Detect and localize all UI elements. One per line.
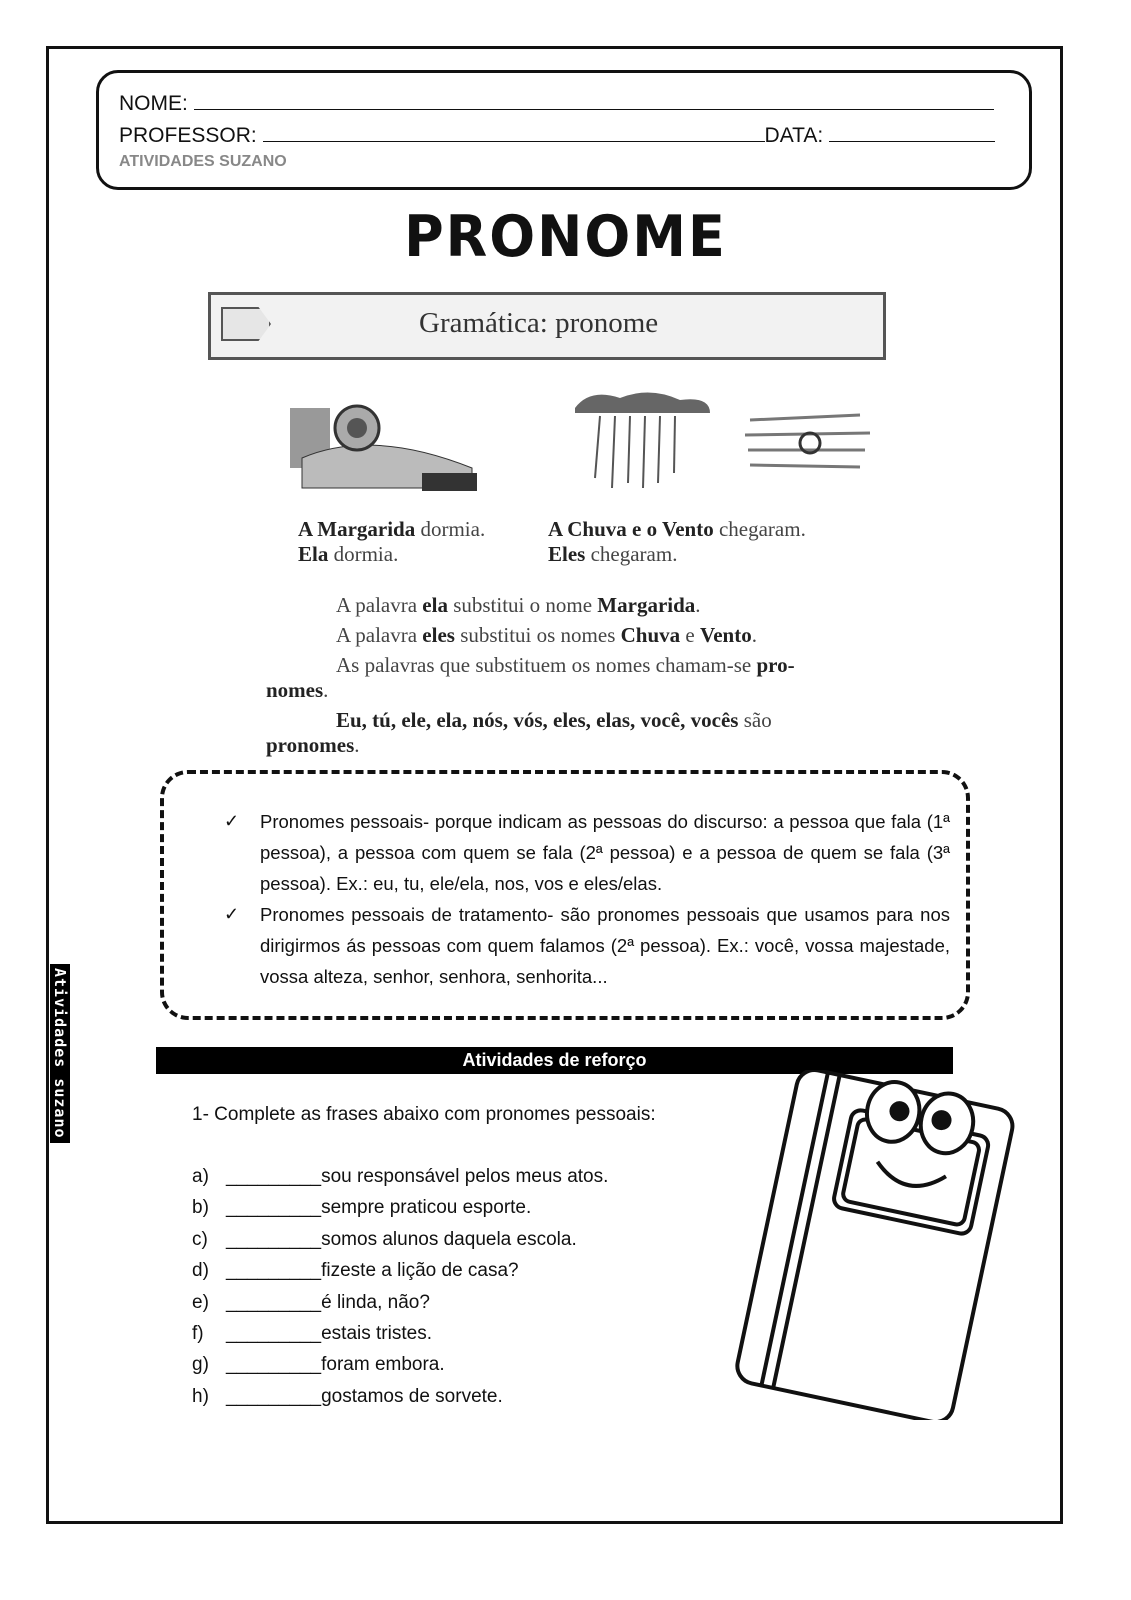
text-segment: dormia. [415, 517, 486, 541]
side-watermark [48, 964, 70, 1214]
exercise-item [192, 1260, 519, 1282]
explanation-line [336, 593, 701, 618]
item-text: sou responsável pelos meus atos. [321, 1166, 609, 1187]
item-text: é linda, não? [321, 1291, 430, 1313]
text-segment: substitui os nomes [454, 623, 621, 647]
bullet-text: Pronomes pessoais- porque indicam as pessoas do discurso: a pessoa que fala (1ª pessoa), a pessoa com quem se fala (2ª pessoa) e a pessoa de quem se fala (3ª pessoa). Ex.: eu, tu, ele/ela, nos, vos e eles/elas. [260, 811, 950, 894]
item-letter: f) [192, 1323, 204, 1344]
item-letter: d) [192, 1260, 209, 1282]
answer-blank[interactable]: _________ [226, 1260, 322, 1282]
bold-text-segment: A Margarida [298, 517, 416, 541]
question-1: 1- Complete as frases abaixo com pronomes pessoais: [192, 1104, 656, 1125]
item-letter: a) [192, 1166, 209, 1187]
text-segment: . [354, 733, 360, 757]
student-info-box [96, 70, 1032, 190]
arrow-tab-icon [221, 307, 271, 341]
answer-blank[interactable]: _________ [226, 1197, 322, 1219]
bullet-personal-pronouns [224, 806, 950, 899]
exercise-item [192, 1292, 430, 1314]
answer-blank[interactable]: _________ [226, 1385, 322, 1407]
text-segment: são [738, 708, 772, 732]
bold-text-segment: Margarida [597, 593, 696, 617]
exercise-item [192, 1229, 577, 1251]
item-text: fizeste a lição de casa? [321, 1260, 519, 1282]
item-text: gostamos de sorvete. [321, 1385, 503, 1407]
answer-blank[interactable]: _________ [226, 1291, 322, 1313]
item-letter: h) [192, 1385, 209, 1407]
bullet-text: Pronomes pessoais de tratamento- são pronomes pessoais que usamos para nos dirigirmos ás pessoas com quem falamos (2ª pessoa). Ex.: você, vossa majestade, vossa alteza, senhor, senhora, senhorita... [260, 904, 950, 987]
name-label: NOME: [119, 92, 188, 115]
example-line [298, 542, 398, 567]
rain-cloud-illustration [570, 388, 715, 493]
bold-text-segment: Vento [700, 623, 752, 647]
item-text: foram embora. [321, 1354, 445, 1376]
text-segment: . [323, 678, 329, 702]
bold-text-segment: A Chuva e o Vento [548, 517, 714, 541]
bold-text-segment: Eles [548, 542, 586, 566]
name-row [119, 89, 994, 116]
explanation-line [336, 708, 772, 733]
wind-illustration [740, 405, 880, 485]
professor-row [119, 121, 995, 148]
explanation-line [266, 733, 360, 758]
check-icon: ✓ [224, 904, 240, 924]
text-segment: As palavras que substituem os nomes chamam-se [336, 653, 757, 677]
bold-text-segment: Eu, tú, ele, ela, nós, vós, eles, elas, você, vocês [336, 708, 739, 732]
daisy-sleeping-illustration [282, 388, 482, 498]
text-segment: A palavra [336, 623, 423, 647]
example-line [548, 517, 806, 542]
item-letter: b) [192, 1197, 209, 1219]
example-line [548, 542, 677, 567]
item-letter: c) [192, 1228, 208, 1250]
section-banner [208, 292, 886, 360]
answer-blank[interactable]: _________ [226, 1354, 322, 1376]
bullet-treatment-pronouns [224, 899, 950, 992]
text-segment: . [695, 593, 701, 617]
text-segment: A palavra [336, 593, 423, 617]
text-segment: chegaram. [585, 542, 678, 566]
watermark-text: Atividades suzano [50, 964, 70, 1143]
bold-text-segment: pro- [756, 653, 795, 677]
item-text: sempre praticou esporte. [321, 1197, 532, 1219]
exercise-item [192, 1354, 445, 1376]
exercise-item [192, 1386, 503, 1408]
item-letter: g) [192, 1354, 209, 1376]
text-segment: . [751, 623, 757, 647]
exercise-item [192, 1166, 608, 1188]
bold-text-segment: pronomes [266, 733, 355, 757]
section-header: Atividades de reforço [156, 1047, 953, 1074]
bold-text-segment: Ela [298, 542, 329, 566]
exercise-item [192, 1197, 531, 1219]
professor-label: PROFESSOR: [119, 124, 257, 147]
check-icon: ✓ [224, 811, 240, 831]
example-line [298, 517, 485, 542]
date-label: DATA: [764, 124, 824, 147]
explanation-line [336, 623, 757, 648]
smiling-notebook-illustration [715, 1070, 1025, 1420]
bold-text-segment: nomes [266, 678, 324, 702]
brand-label: ATIVIDADES SUZANO [119, 153, 287, 170]
text-segment: chegaram. [713, 517, 806, 541]
item-letter: e) [192, 1291, 209, 1313]
text-segment: substitui o nome [447, 593, 598, 617]
explanation-line [336, 653, 795, 678]
name-field[interactable] [194, 89, 994, 110]
answer-blank[interactable]: _________ [226, 1323, 322, 1344]
answer-blank[interactable]: _________ [226, 1166, 322, 1187]
item-text: somos alunos daquela escola. [321, 1228, 577, 1250]
banner-title: Gramática: pronome [419, 307, 659, 339]
item-text: estais tristes. [321, 1323, 432, 1344]
professor-field[interactable] [263, 121, 765, 142]
text-segment: dormia. [328, 542, 399, 566]
pronoun-types-box [160, 770, 970, 1020]
answer-blank[interactable]: _________ [226, 1228, 322, 1250]
bold-text-segment: eles [422, 623, 455, 647]
bold-text-segment: Chuva [620, 623, 681, 647]
exercise-item [192, 1323, 432, 1345]
text-segment: e [680, 623, 700, 647]
date-field[interactable] [829, 121, 995, 142]
page-title: PRONOME [404, 203, 727, 270]
explanation-line [266, 678, 328, 703]
bold-text-segment: ela [422, 593, 448, 617]
